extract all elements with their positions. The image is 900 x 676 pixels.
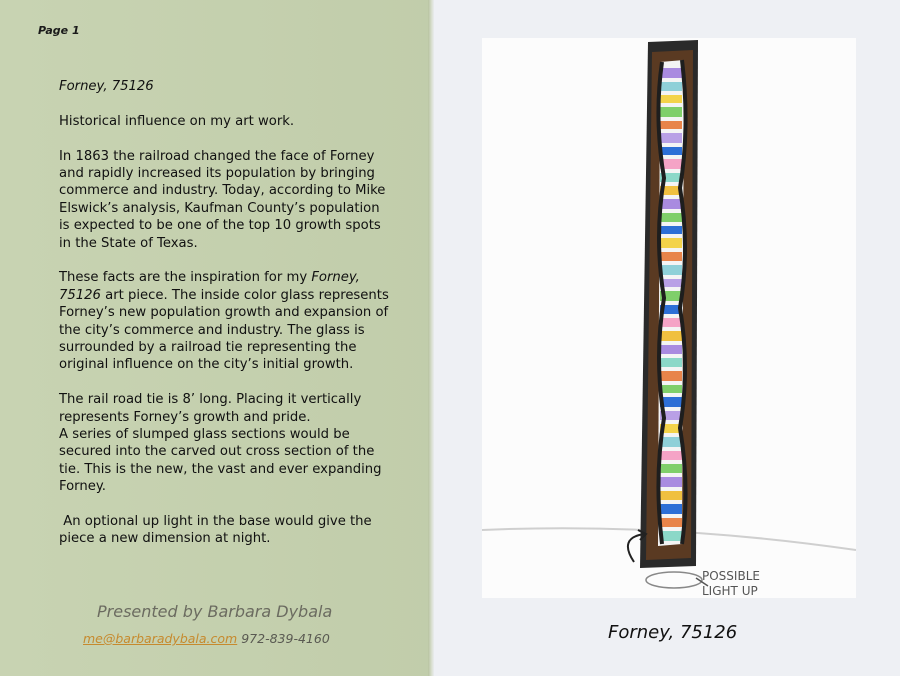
paragraph-glass: A series of slumped glass sections would be secured into the carved out cross section of the tie. This is the new, the vast and ever expanding Forney. <box>59 427 382 495</box>
email-link[interactable]: me@barbaradybala.com <box>83 631 238 646</box>
presenter-name: Presented by Barbara Dybala <box>97 602 333 621</box>
heading: Forney, 75126 <box>59 79 154 94</box>
art-title: Forney, 75126 <box>59 270 360 303</box>
paragraph-history: In 1863 the railroad changed the face of Forney and rapidly increased its population by bringing commerce and industry. Today, according to Mike Elswick’s analysis, Kaufman County’s population is expected to be one of the top 10 growth spots in the State of Texas. <box>59 148 386 251</box>
page-number: Page 1 <box>38 24 80 37</box>
railroad-tie-sketch <box>482 38 856 598</box>
sketch-note-1: POSSIBLE <box>702 569 760 583</box>
description-text <box>59 78 394 548</box>
paragraph-inspiration: These facts are the inspiration for my Forney, 75126 art piece. The inside color glass represents Forney’s new population growth and expansion of the city’s commerce and industry. The glass is surrounded by a railroad tie representing the original influence on the city’s initial growth. <box>59 270 389 373</box>
sketch-note-2: LIGHT UP <box>702 584 758 598</box>
intro-line: Historical influence on my art work. <box>59 113 295 129</box>
paragraph-light: An optional up light in the base would give the piece a new dimension at night. <box>59 514 376 547</box>
contact-info <box>83 631 330 646</box>
sketch-image <box>482 38 856 598</box>
image-caption: Forney, 75126 <box>608 622 738 643</box>
phone-number: 972-839-4160 <box>241 631 330 646</box>
paragraph-tie: The rail road tie is 8’ long. Placing it vertically represents Forney’s growth and pride. <box>59 392 362 425</box>
